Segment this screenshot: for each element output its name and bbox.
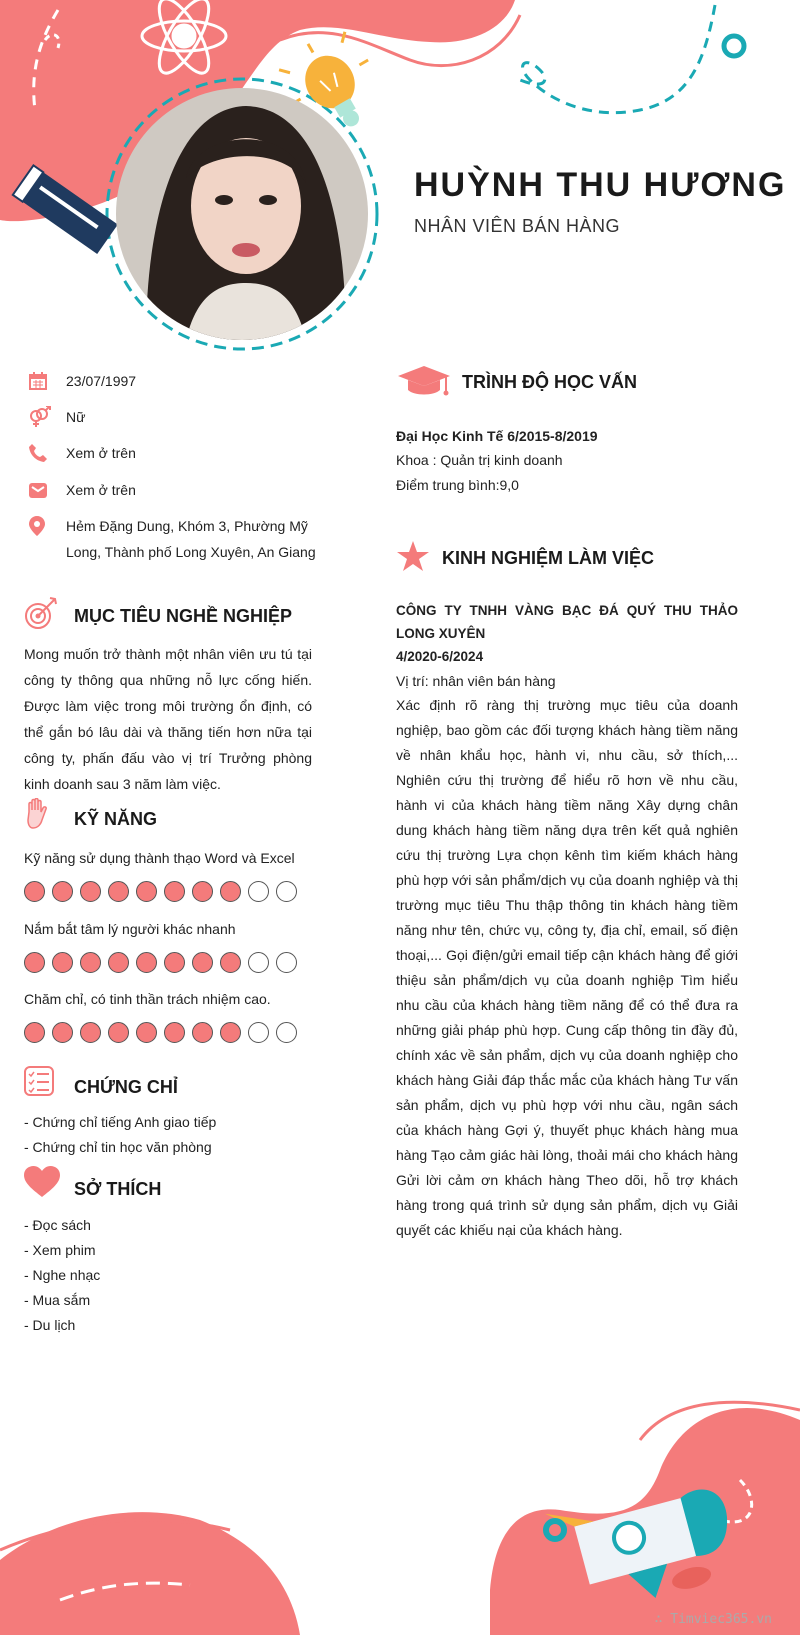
teal-dashed-loop [520,5,715,113]
rating-dot-empty [276,881,297,902]
rating-dot-filled [80,952,101,973]
calendar-icon [28,368,56,394]
skill-label: Kỹ năng sử dụng thành thạo Word và Excel [24,850,295,866]
gender-text: Nữ [66,409,86,425]
rating-dot-filled [164,952,185,973]
rating-dot-filled [164,1022,185,1043]
rating-dot-filled [136,881,157,902]
skill-rating [24,952,297,973]
rating-dot-filled [108,881,129,902]
address-text: Hẻm Đặng Dung, Khóm 3, Phường Mỹ Long, Thành phố Long Xuyên, An Giang [66,518,316,560]
rating-dot-filled [220,952,241,973]
rating-dot-empty [248,952,269,973]
rating-dot-filled [136,952,157,973]
rating-dot-filled [220,881,241,902]
phone-icon [28,440,56,466]
rating-dot-filled [192,881,213,902]
experience-period: 4/2020-6/2024 [396,649,484,664]
skills-title: KỸ NĂNG [74,809,158,829]
rating-dot-empty [276,952,297,973]
certificates-title: CHỨNG CHỈ [74,1077,178,1097]
rating-dot-filled [164,881,185,902]
experience-description: Xác định rõ ràng thị trường mục tiêu của doanh nghiệp, bao gồm các đối tượng khách hàng tiềm năng về nhân khẩu học, hành vi, nhu cầu, sở thích,... Nghiên cứu thị trường để hiểu rõ hơn về nhu cầu, hành vi của khách hàng tiềm năng Xây dựng chân dung khách hàng tiềm năng dựa trên kết quả nghiên cứu thị trường Lựa chọn kênh tìm kiếm khách hàng phù hợp với sản phẩm/dịch vụ của doanh nghiệp và thị trường mục tiêu Thu thập thông tin khách hàng tiềm năng như tên, chức vụ, công ty, địa chỉ, email, số điện thoại,... Gọi điện/gửi email tiếp cận khách hàng để giới thiệu sản phẩm/dịch vụ của doanh nghiệp Tìm hiểu nhu cầu của khách hàng tiềm năng để có thể đưa ra những giải pháp phù hợp. Cung cấp thông tin đầy đủ, chính xác về sản phẩm, dịch vụ của doanh nghiệp cho khách hàng Giải đáp thắc mắc của khách hàng Tư vấn sản phẩm, dịch vụ phù hợp với nhu cầu, ngân sách của khách hàng Gợi ý, thuyết phục khách hàng mua hàng Tạo cảm giác hài lòng, thoải mái cho khách hàng Gửi lời cảm ơn khách hàng Theo dõi, hỗ trợ khách hàng trong quá trình sử dụng sản phẩm, dịch vụ Giải quyết các khiếu nại của khách hàng. [396,697,738,1238]
bottom-left-blob [0,1512,300,1635]
skill-label: Nắm bắt tâm lý người khác nhanh [24,921,236,937]
education-faculty: Khoa : Quản trị kinh doanh [396,452,563,468]
hobby-item: - Đọc sách [24,1217,91,1233]
rating-dot-filled [108,952,129,973]
rating-dot-filled [52,1022,73,1043]
rating-dot-filled [24,952,45,973]
contact-gender [28,404,321,430]
star-icon [396,540,430,579]
rating-dot-filled [24,1022,45,1043]
education-gpa: Điểm trung bình:9,0 [396,477,519,493]
objective-text: Mong muốn trở thành một nhân viên ưu tú tại công ty thông qua những nỗ lực cống hiến. Được làm việc trong môi trường ổn định, có thể gắn bó lâu dài và thăng tiến hơn nữa tại công ty, phấn đấu vào vị trí Trưởng phòng kinh doanh sau 3 năm làm việc. [24,646,312,792]
experience-title: KINH NGHIỆM LÀM VIỆC [442,548,655,568]
phone-text: Xem ở trên [66,445,136,461]
rating-dot-filled [80,881,101,902]
skill-rating [24,1022,297,1043]
certificate-item: - Chứng chỉ tin học văn phòng [24,1139,212,1155]
birthday-text: 23/07/1997 [66,373,137,389]
checklist-icon [24,1066,54,1101]
hobby-item: - Du lịch [24,1317,76,1333]
hobbies-title: SỞ THÍCH [74,1179,162,1199]
rating-dot-filled [80,1022,101,1043]
candidate-name: HUỲNH THU HƯƠNG [414,166,787,204]
contact-phone [28,440,321,466]
rating-dot-filled [24,881,45,902]
gender-icon [28,404,56,430]
avatar [116,88,368,340]
target-icon [24,596,58,635]
hand-icon [24,798,50,837]
education-title: TRÌNH ĐỘ HỌC VẤN [462,372,637,392]
skill-rating [24,881,297,902]
rating-dot-empty [248,1022,269,1043]
contact-address [28,513,321,565]
education-school: Đại Học Kinh Tế 6/2015-8/2019 [396,428,598,444]
hobby-item: - Xem phim [24,1242,96,1258]
contact-email [28,477,321,503]
hobby-item: - Nghe nhạc [24,1267,101,1283]
contact-birthday [28,368,321,394]
rating-dot-filled [136,1022,157,1043]
rating-dot-filled [108,1022,129,1043]
objective-title: MỤC TIÊU NGHỀ NGHIỆP [74,606,293,626]
watermark: ∴ Timviec365.vn [654,1612,772,1627]
rating-dot-filled [52,952,73,973]
experience-company: CÔNG TY TNHH VÀNG BẠC ĐÁ QUÝ THU THẢO LONG XUYÊN [396,603,738,641]
rating-dot-filled [192,1022,213,1043]
rating-dot-filled [52,881,73,902]
rating-dot-filled [220,1022,241,1043]
hobby-item: - Mua sắm [24,1292,91,1308]
rating-dot-filled [192,952,213,973]
email-icon [28,477,56,503]
heart-icon [24,1166,60,1203]
location-pin-icon [28,513,56,539]
experience-position: Vị trí: nhân viên bán hàng [396,673,556,689]
job-title: NHÂN VIÊN BÁN HÀNG [414,216,621,236]
profile-photo [116,88,368,340]
graduation-cap-icon [396,362,452,405]
skill-label: Chăm chỉ, có tinh thần trách nhiệm cao. [24,991,271,1007]
rating-dot-empty [248,881,269,902]
certificate-item: - Chứng chỉ tiếng Anh giao tiếp [24,1114,217,1130]
rating-dot-empty [276,1022,297,1043]
email-text: Xem ở trên [66,482,136,498]
teal-ring [724,36,744,56]
